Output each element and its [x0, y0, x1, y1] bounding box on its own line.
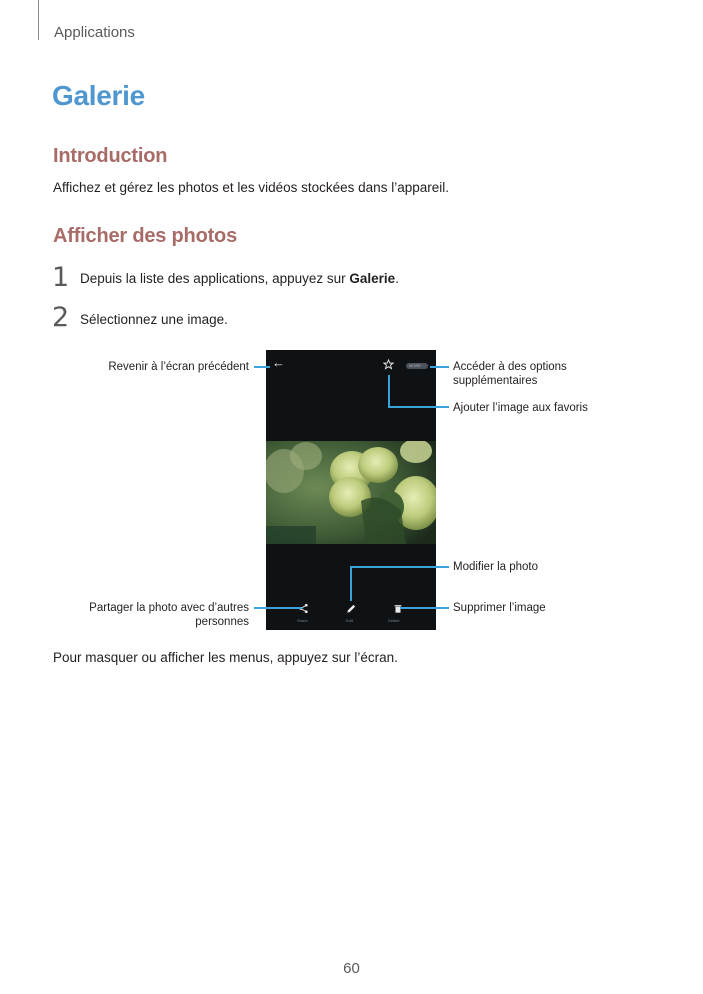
- step-number-1: 1: [52, 262, 70, 293]
- share-callout: [29, 601, 249, 629]
- edit-callout: Modifier la photo: [453, 561, 539, 573]
- page-number: 60: [343, 960, 360, 977]
- favorite-callout-line: [389, 375, 449, 407]
- more-callout-line2: supplémentaires: [453, 375, 538, 387]
- more-button-label: MORE: [409, 363, 421, 368]
- step-1-text: Depuis la liste des applications, appuyez sur: [80, 271, 350, 286]
- delete-label: Delete: [388, 618, 400, 623]
- delete-callout: Supprimer l’image: [453, 602, 546, 614]
- back-arrow-icon[interactable]: ←: [272, 355, 285, 370]
- edit-label: Edit: [346, 618, 353, 623]
- tap-screen-note: Pour masquer ou afficher les menus, appuyez sur l’écran.: [53, 650, 398, 665]
- share-label: Share: [297, 618, 308, 623]
- intro-text: Affichez et gérez les photos et les vidéos stockées dans l’appareil.: [53, 180, 449, 195]
- share-callout-line1: Partager la photo avec d’autres: [89, 602, 249, 614]
- step-1-period: .: [395, 271, 399, 286]
- view-photos-heading: Afficher des photos: [53, 225, 237, 247]
- back-callout: Revenir à l’écran précédent: [108, 361, 249, 373]
- more-callout-line1: Accéder à des options: [453, 361, 567, 373]
- favorite-callout: Ajouter l’image aux favoris: [453, 402, 588, 414]
- step-1-app-name: Galerie: [349, 271, 396, 286]
- step-text-2: Sélectionnez une image.: [80, 312, 228, 327]
- page-title: Galerie: [52, 80, 145, 111]
- more-callout: [453, 360, 567, 388]
- step-number-2: 2: [52, 302, 70, 333]
- intro-heading: Introduction: [53, 145, 168, 167]
- edit-callout-line: [351, 567, 449, 601]
- share-callout-line2: personnes: [195, 616, 249, 628]
- section-label: Applications: [54, 24, 135, 41]
